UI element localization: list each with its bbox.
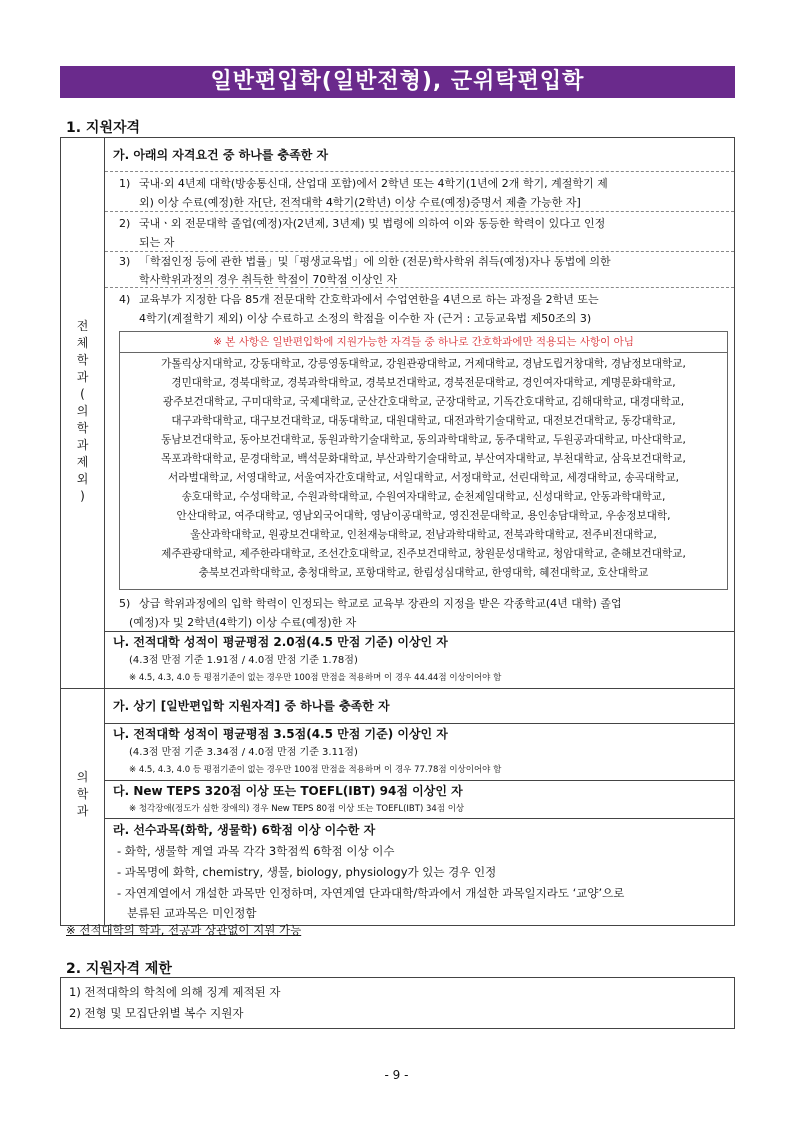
- general-item-5: 5) 상급 학위과정에의 입학 학력이 인정되는 학교로 교육부 장관의 지정을 받은 각종학교(4년 대학) 졸업 (예정)자 및 2학년(4학기) 이상 수료(예정)한 자: [105, 594, 734, 632]
- medical-na-block: 나. 전적대학 성적이 평균평점 3.5점(4.5 만점 기준) 이상인 자 (4.3점 만점 기준 3.34점 / 4.0점 만점 기준 3.11점) ※ 4.5, 4.3, 4.0 등 평점기준이 없는 경우만 100점 만점을 적용하며 이 경우 77.78점 이상이어야 함: [105, 724, 734, 781]
- restriction-item: 2) 전형 및 모집단위별 복수 지원자: [69, 1006, 244, 1020]
- general-item-2: 2) 국내ㆍ외 전문대학 졸업(예정)자(2년제, 3년제) 및 법령에 의하여 이와 동등한 학력이 있다고 인정 되는 자: [105, 212, 734, 252]
- section1-heading: 1. 지원자격: [66, 120, 141, 136]
- nursing-college-box: [119, 331, 728, 590]
- section1-footnote: ※ 전적대학의 학과, 전공과 상관없이 지원 가능: [66, 923, 302, 937]
- medical-ga-heading: 가. 상기 [일반편입학 지원자격] 중 하나를 충족한 자: [105, 689, 734, 724]
- general-item-4: 4) 교육부가 지정한 다음 85개 전문대학 간호학과에서 수업연한을 4년으로 하는 과정을 2학년 또는 4학기(계절학기 제외) 이상 수료하고 소정의 학점을 이수한 자 (근거 : 고등교육법 제50조의 3): [119, 293, 599, 325]
- general-ga-heading: 가. 아래의 자격요건 중 하나를 충족한 자: [105, 138, 734, 172]
- restriction-box: [60, 977, 735, 1029]
- general-na-block: 나. 전적대학 성적이 평균평점 2.0점(4.5 만점 기준) 이상인 자 (4.3점 만점 기준 1.91점 / 4.0점 만점 기준 1.78점) ※ 4.5, 4.3, 4.0 등 평점기준이 없는 경우만 100점 만점을 적용하며 이 경우 44.44점 이상이어야 함: [105, 632, 734, 688]
- general-side-label: 전 체 학 과 ( 의 학 과 제 외 ): [61, 138, 105, 688]
- general-item-1: 1) 국내·외 4년제 대학(방송통신대, 산업대 포함)에서 2학년 또는 4학기(1년에 2개 학기, 계절학기 제 외) 이상 수료(예정)한 자[단, 전적대학 4학기(2학년) 이상 수료(예정)증명서 제출 가능한 자]: [105, 172, 734, 212]
- nursing-college-list: 가톨릭상지대학교, 강동대학교, 강릉영동대학교, 강원관광대학교, 거제대학교, 경남도립거창대학, 경남정보대학교, 경민대학교, 경북대학교, 경북과학대학교, 경북보건대학교, 경북전문대학교, 경인여자대학교, 계명문화대학교, 광주보건대학교, 구미대학교, 국제대학교, 군산간호대학교, 군장대학교, 기독간호대학교, 김해대학교, 대경대학교, 대구과학대학교, 대구보건대학교, 대동대학교, 대원대학교, 대전과학기술대학교, 대전보건대학교, 동강대학교, 동남보건대학교, 동아보건대학교, 동원과학기술대학교, 동의과학대학교, 동주대학교, 두원공과대학교, 마산대학교, 목포과학대학교, 문경대학교, 백석문화대학교, 부산과학기술대학교, 부산여자대학교, 부천대학교, 삼육보건대학교, 서라벌대학교, 서영대학교, 서울여자간호대학교, 서일대학교, 서정대학교, 선린대학교, 세경대학교, 송곡대학교, 송호대학교, 수성대학교, 수원과학대학교, 수원여자대학교, 순천제일대학교, 신성대학교, 안동과학대학교, 안산대학교, 여주대학교, 영남외국어대학, 영남이공대학교, 영진전문대학교, 용인송담대학교, 우송정보대학, 울산과학대학교, 원광보건대학교, 인천재능대학교, 전남과학대학교, 전북과학대학교, 전주비전대학교, 제주관광대학교, 제주한라대학교, 조선간호대학교, 진주보건대학교, 창원문성대학교, 청암대학교, 춘해보건대학교, 충북보건과학대학교, 충청대학교, 포항대학교, 한림성심대학교, 한영대학, 혜전대학교, 호산대학교: [161, 358, 686, 579]
- nursing-note: ※ 본 사항은 일반편입학에 지원가능한 자격들 중 하나로 간호학과에만 적용되는 사항이 아님: [120, 332, 727, 353]
- page-number: - 9 -: [384, 1068, 409, 1082]
- medical-qualification-table: [60, 688, 735, 926]
- medical-ra-block: 라. 선수과목(화학, 생물학) 6학점 이상 이수한 자 - 화학, 생물학 계열 과목 각각 3학점씩 6학점 이상 이수 - 과목명에 화학, chemistry, 생물, biology, physiology가 있는 경우 인정 - 자연계열에서 개설한 과목만 인정하며, 자연계열 단과대학/학과에서 개설한 과목일지라도 ‘교양’으로 분류된 교과목은 미인정함: [113, 823, 625, 920]
- page-title: 일반편입학(일반전형), 군위탁편입학: [60, 66, 735, 98]
- section2-heading: 2. 지원자격 제한: [66, 961, 172, 977]
- medical-da-block: 다. New TEPS 320점 이상 또는 TOEFL(IBT) 94점 이상인 자 ※ 청각장애(정도가 심한 장애의) 경우 New TEPS 80점 이상 또는 TOEFL(IBT) 34점 이상: [105, 781, 734, 819]
- general-item-3: 3) 「학점인정 등에 관한 법률」및「평생교육법」에 의한 (전문)학사학위 취득(예정)자나 동법에 의한 학사학위과정의 경우 취득한 학점이 70학점 이상인 자: [105, 252, 734, 288]
- restriction-item: 1) 전적대학의 학칙에 의해 징계 제적된 자: [69, 985, 281, 999]
- general-na-heading: 나. 전적대학 성적이 평균평점 2.0점(4.5 만점 기준) 이상인 자: [113, 635, 448, 649]
- medical-side-label: 의 학 과: [61, 689, 105, 925]
- general-qualification-table: [60, 137, 735, 689]
